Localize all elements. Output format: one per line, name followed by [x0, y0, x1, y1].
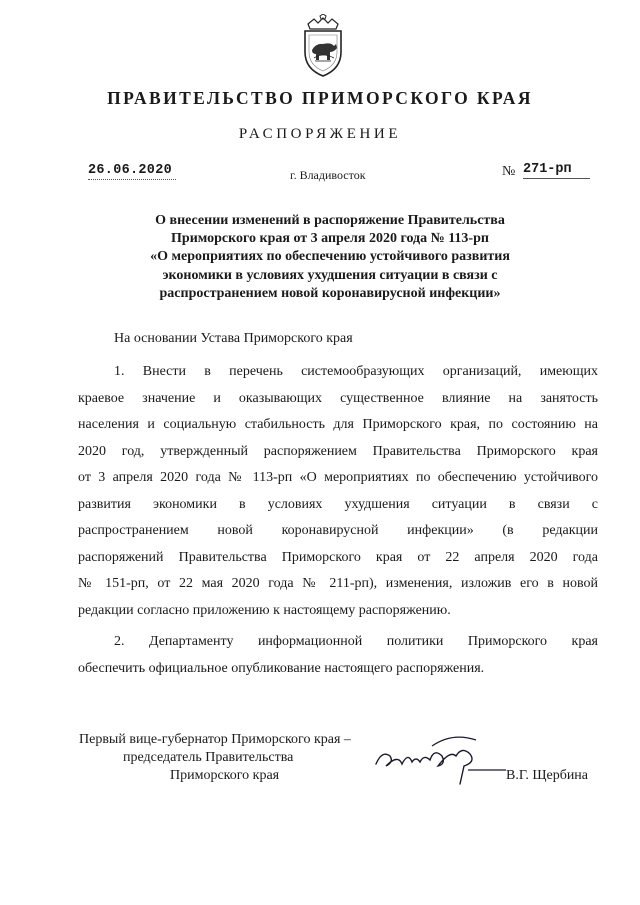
title-line: Приморского края от 3 апреля 2020 года № 113-рп: [171, 231, 489, 247]
document-body: [78, 359, 598, 682]
title-line: О внесении изменений в распоряжение Правительства: [155, 213, 505, 228]
number-sign: №: [502, 164, 516, 179]
paragraph-line: от 3 апреля 2020 года № 113-рп «О мероприятиях по обеспечению устойчивого: [78, 470, 598, 485]
paragraph-line: № 151-рп, от 22 мая 2020 года № 211-рп), изменения, изложив его в новой: [78, 576, 598, 591]
position-line: председатель Правительства: [123, 750, 294, 765]
paragraph-line: 2. Департаменту информационной политики Приморского края: [114, 634, 598, 649]
coat-of-arms-icon: [300, 14, 346, 78]
handwritten-signature: [372, 726, 512, 786]
signatory-position: [79, 731, 379, 785]
title-line: «О мероприятиях по обеспечению устойчивого развития: [150, 249, 510, 265]
position-line: Приморского края: [170, 768, 280, 783]
paragraph-line: развития экономики в условиях ухудшения ситуации в связи с: [78, 496, 598, 512]
organization-name: ПРАВИТЕЛЬСТВО ПРИМОРСКОГО КРАЯ: [107, 88, 533, 108]
paragraph-line: 1. Внести в перечень системообразующих организаций, имеющих: [114, 364, 598, 379]
paragraph-line: обеспечить официальное опубликование настоящего распоряжения.: [78, 660, 485, 676]
paragraph-line: редакции согласно приложению к настоящему распоряжению.: [78, 602, 451, 618]
document-date: 26.06.2020: [88, 163, 176, 180]
document-number: 271-рп: [523, 162, 590, 179]
paragraph-line: распространением новой коронавирусной инфекции» (в редакции: [78, 523, 598, 538]
paragraph-line: населения и социальную стабильность для Приморского края, по состоянию на: [78, 417, 598, 432]
paragraph-line: краевое значение и оказывающих существенное влияние на занятость: [78, 390, 598, 406]
signatory-name: В.Г. Щербина: [506, 768, 589, 783]
document-type: РАСПОРЯЖЕНИЕ: [238, 126, 402, 142]
title-line: экономики в условиях ухудшения ситуации в связи с: [162, 267, 498, 283]
paragraph-line: распоряжений Правительства Приморского края от 22 апреля 2020 года: [78, 549, 598, 565]
document-title: [120, 212, 540, 303]
position-line: Первый вице-губернатор Приморского края –: [79, 732, 351, 747]
basis-line: На основании Устава Приморского края: [114, 331, 353, 346]
title-line: распространением новой коронавирусной инфекции»: [159, 285, 501, 301]
document-city: г. Владивосток: [290, 168, 366, 182]
paragraph-line: 2020 год, утвержденный распоряжением Правительства Приморского края: [78, 443, 598, 459]
